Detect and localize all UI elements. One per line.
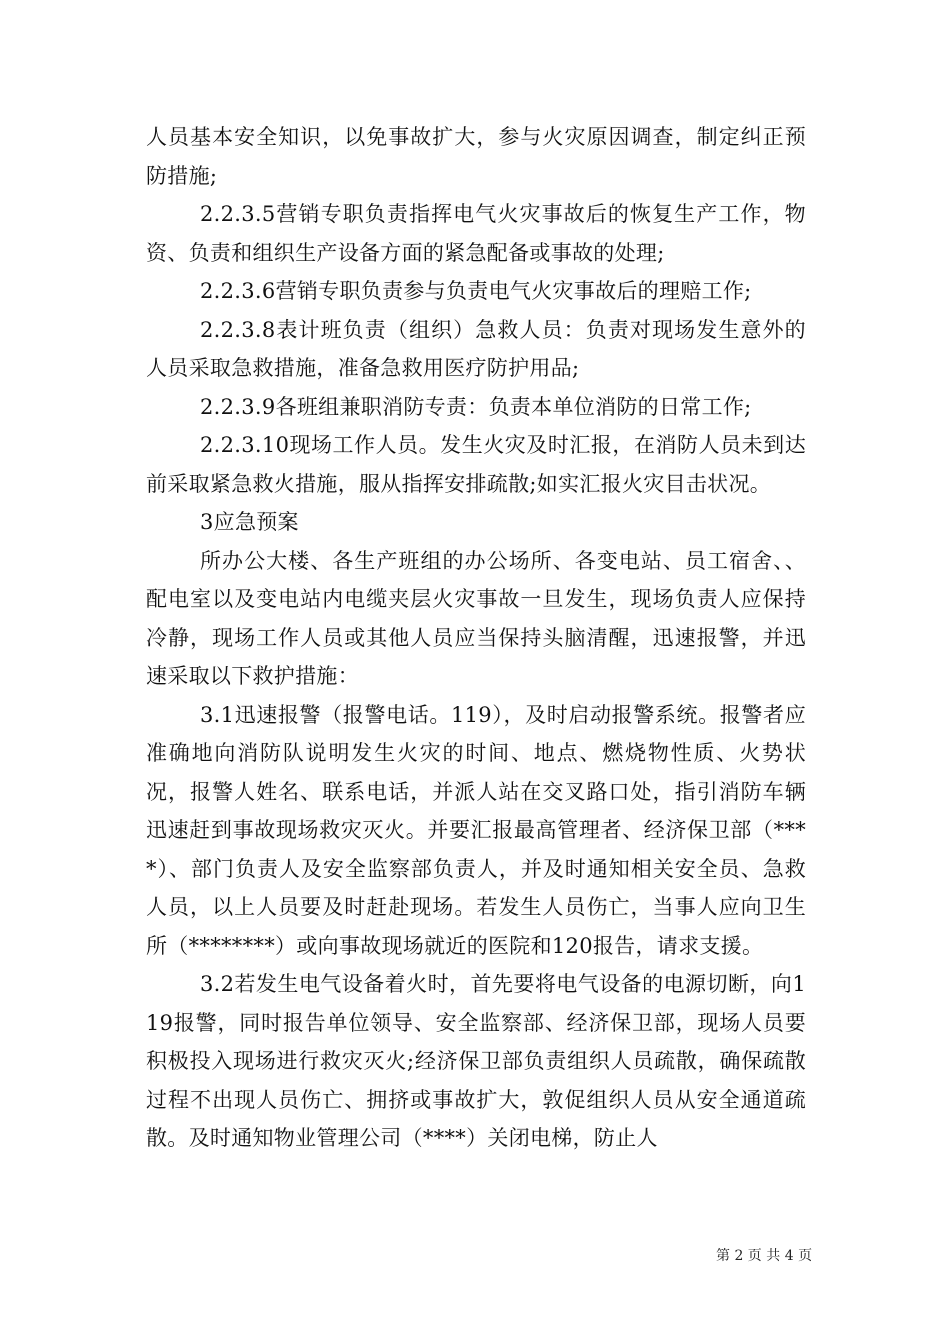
paragraph-section-3-intro: 所办公大楼、各生产班组的办公场所、各变电站、员工宿舍、、配电室以及变电站内电缆夹层火灾事故一旦发生，现场负责人应保持冷静，现场工作人员或其他人员应当保持头脑清醒，迅速报警，并迅速采取以下救护措施： <box>146 548 806 688</box>
page-number: 第 2 页 共 4 页 <box>716 1248 813 1264</box>
section-heading-3: 3应急预案 <box>200 510 299 534</box>
paragraph-2-2-3-10: 2.2.3.10现场工作人员。发生火灾及时汇报，在消防人员未到达前采取紧急救火措施，服从指挥安排疏散;如实汇报火灾目击状况。 <box>146 433 806 496</box>
paragraph-2-2-3-5: 2.2.3.5营销专职负责指挥电气火灾事故后的恢复生产工作，物资、负责和组织生产设备方面的紧急配备或事故的处理; <box>146 202 806 265</box>
paragraph-3-2: 3.2若发生电气设备着火时，首先要将电气设备的电源切断，向119报警，同时报告单位领导、安全监察部、经济保卫部，现场人员要积极投入现场进行救灾灭火;经济保卫部负责组织人员疏散，确保疏散过程不出现人员伤亡、拥挤或事故扩大，敦促组织人员从安全通道疏散。及时通知物业管理公司（****）关闭电梯，防止人 <box>146 972 806 1150</box>
paragraph-3-1: 3.1迅速报警（报警电话。119），及时启动报警系统。报警者应准确地向消防队说明发生火灾的时间、地点、燃烧物性质、火势状况，报警人姓名、联系电话，并派人站在交叉路口处，指引消防车辆迅速赶到事故现场救灾灭火。并要汇报最高管理者、经济保卫部（****）、部门负责人及安全监察部负责人，并及时通知相关安全员、急救人员，以上人员要及时赶赴现场。若发生人员伤亡，当事人应向卫生所（********）或向事故现场就近的医院和120报告，请求支援。 <box>146 702 806 958</box>
document-body <box>146 118 806 1158</box>
paragraph-continuation: 人员基本安全知识，以免事故扩大，参与火灾原因调查，制定纠正预防措施; <box>146 125 806 188</box>
paragraph-2-2-3-6: 2.2.3.6营销专职负责参与负责电气火灾事故后的理赔工作; <box>200 279 752 303</box>
paragraph-2-2-3-8: 2.2.3.8表计班负责（组织）急救人员：负责对现场发生意外的人员采取急救措施，准备急救用医疗防护用品; <box>146 317 806 380</box>
paragraph-2-2-3-9: 2.2.3.9各班组兼职消防专责：负责本单位消防的日常工作; <box>200 394 752 419</box>
